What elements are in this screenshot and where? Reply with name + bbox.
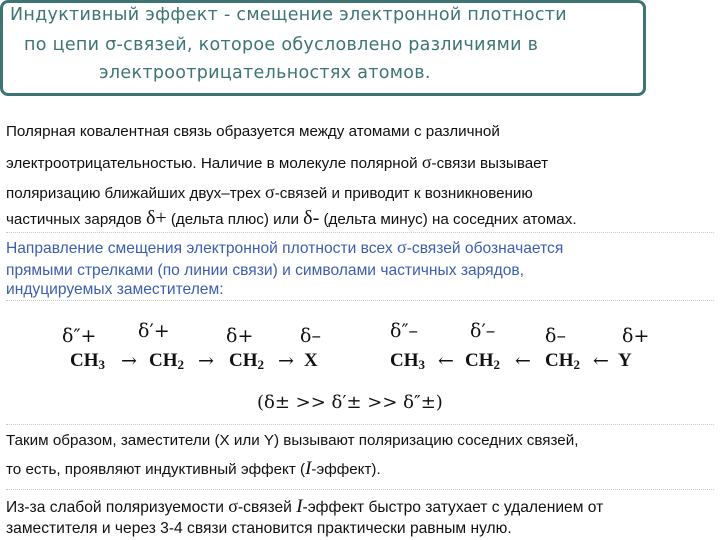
- sigma-symbol: σ: [397, 237, 407, 257]
- dotted-divider: [6, 232, 714, 233]
- i-effect-symbol: I: [305, 458, 312, 479]
- para4-line1: Из-за слабой поляризуемости σ-связей I-эффект быстро затухает с удалением от: [6, 496, 604, 517]
- formula-atom: $CH_3$: [70, 350, 105, 372]
- dotted-divider: [6, 424, 714, 425]
- charge-label: δ″+: [62, 325, 97, 347]
- para2-line2: прямыми стрелками (по линии связи) и символами частичных зарядов,: [6, 262, 525, 279]
- left-arrow-icon: ←: [593, 350, 609, 372]
- left-arrow-icon: ←: [515, 350, 531, 372]
- charge-label: δ–: [300, 325, 321, 347]
- right-arrow-icon: →: [121, 350, 137, 372]
- sigma-symbol: σ: [228, 496, 238, 516]
- para3-line2: то есть, проявляют индуктивный эффект (I-эффект).: [6, 458, 381, 479]
- definition-box: [0, 0, 646, 96]
- delta-minus-symbol: δ-: [303, 207, 320, 229]
- left-arrow-icon: ←: [438, 350, 454, 372]
- right-arrow-icon: →: [198, 350, 214, 372]
- sigma-symbol: σ: [421, 152, 432, 172]
- para3-line1: Таким образом, заместители (X или Y) вызывают поляризацию соседних связей,: [6, 432, 579, 449]
- formula-atom: X: [304, 350, 318, 371]
- formula-atom: $CH_2$: [229, 350, 264, 372]
- formula-atom: $CH_2$: [149, 350, 184, 372]
- right-arrow-icon: →: [278, 350, 294, 372]
- para4-line2: заместителя и через 3-4 связи становится практически равным нулю.: [6, 520, 512, 537]
- charge-label: δ′+: [138, 320, 170, 342]
- charge-label: δ–: [545, 325, 566, 347]
- delta-plus-symbol: δ+: [145, 207, 167, 229]
- formula-atom: $CH_2$: [545, 350, 580, 372]
- charge-label: δ+: [622, 325, 650, 347]
- i-effect-symbol: I: [296, 496, 303, 517]
- definition-line-3: электроотрицательностях атомов.: [99, 63, 431, 83]
- para1-line4: частичных зарядов δ+ (дельта плюс) или δ- (дельта минус) на соседних атомах.: [6, 207, 577, 229]
- charge-label: δ+: [226, 325, 254, 347]
- charge-label: δ′–: [470, 320, 496, 342]
- charge-relation: (δ± >> δ′± >> δ″±): [257, 392, 443, 413]
- charge-label: δ″–: [390, 320, 419, 342]
- para1-line2: электроотрицательностью. Наличие в молекуле полярной σ-связи вызывает: [6, 152, 549, 172]
- para2-line3: индуцируемых заместителем:: [6, 281, 224, 298]
- dotted-divider: [6, 489, 714, 490]
- formula-atom: $CH_2$: [465, 350, 500, 372]
- definition-line-2: по цепи σ-связей, которое обусловлено различиями в: [24, 35, 539, 55]
- formula-atom: Y: [618, 350, 632, 371]
- para2-line1: Направление смещения электронной плотности всех σ-связей обозначается: [6, 237, 564, 257]
- sigma-symbol: σ: [265, 182, 275, 202]
- para1-line3: поляризацию ближайших двух–трех σ-связей и приводит к возникновению: [6, 182, 533, 202]
- definition-line-1: Индуктивный эффект - смещение электронной плотности: [10, 5, 567, 25]
- dotted-divider: [6, 300, 714, 301]
- para1-line1: Полярная ковалентная связь образуется между атомами с различной: [6, 123, 500, 140]
- formula-atom: $CH_3$: [390, 350, 425, 372]
